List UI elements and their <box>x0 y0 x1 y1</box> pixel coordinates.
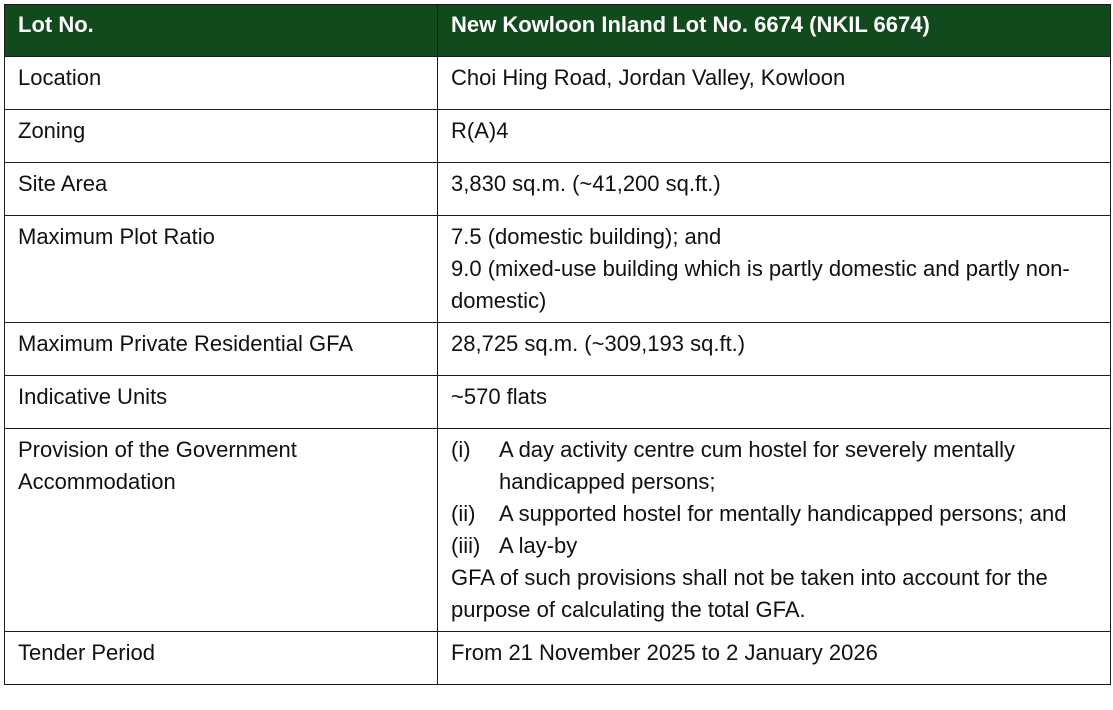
row-value <box>438 429 1111 632</box>
row-value <box>438 216 1111 323</box>
row-label: Provision of the Government Accommodation <box>5 429 438 632</box>
list-item-text: A supported hostel for mentally handicapped persons; and <box>499 501 1067 526</box>
header-value: New Kowloon Inland Lot No. 6674 (NKIL 6674) <box>438 5 1111 57</box>
row-label: Indicative Units <box>5 376 438 429</box>
list-item-number: (iii) <box>451 533 481 558</box>
row-value: 28,725 sq.m. (~309,193 sq.ft.) <box>438 323 1111 376</box>
row-value: From 21 November 2025 to 2 January 2026 <box>438 632 1111 685</box>
plot-ratio-domestic: 7.5 (domestic building); and <box>451 224 722 249</box>
table-row-site-area <box>5 163 1111 216</box>
list-item <box>451 530 1098 562</box>
row-value: R(A)4 <box>438 110 1111 163</box>
list-item-number: (i) <box>451 437 471 462</box>
table-row-gfa <box>5 323 1111 376</box>
table-header-row <box>5 5 1111 57</box>
table-row-tender-period <box>5 632 1111 685</box>
row-label: Maximum Private Residential GFA <box>5 323 438 376</box>
table-row-location <box>5 57 1111 110</box>
list-item-text: A day activity centre cum hostel for severely mentally handicapped persons; <box>499 437 1015 494</box>
row-value: ~570 flats <box>438 376 1111 429</box>
list-item-text: A lay-by <box>499 533 578 558</box>
lot-details-table <box>4 4 1111 685</box>
gfa-note: GFA of such provisions shall not be taken into account for the purpose of calculating the total GFA. <box>451 565 1048 622</box>
row-label: Tender Period <box>5 632 438 685</box>
government-provision-list <box>451 434 1098 562</box>
list-item <box>451 434 1098 498</box>
row-value: Choi Hing Road, Jordan Valley, Kowloon <box>438 57 1111 110</box>
row-value: 3,830 sq.m. (~41,200 sq.ft.) <box>438 163 1111 216</box>
row-label: Location <box>5 57 438 110</box>
row-label: Maximum Plot Ratio <box>5 216 438 323</box>
row-label: Zoning <box>5 110 438 163</box>
table-row-government <box>5 429 1111 632</box>
list-item-number: (ii) <box>451 501 476 526</box>
table-row-zoning <box>5 110 1111 163</box>
header-label: Lot No. <box>5 5 438 57</box>
table-row-plot-ratio <box>5 216 1111 323</box>
plot-ratio-mixed-use: 9.0 (mixed-use building which is partly domestic and partly non-domestic) <box>451 256 1070 313</box>
row-label: Site Area <box>5 163 438 216</box>
list-item <box>451 498 1098 530</box>
table-row-units <box>5 376 1111 429</box>
